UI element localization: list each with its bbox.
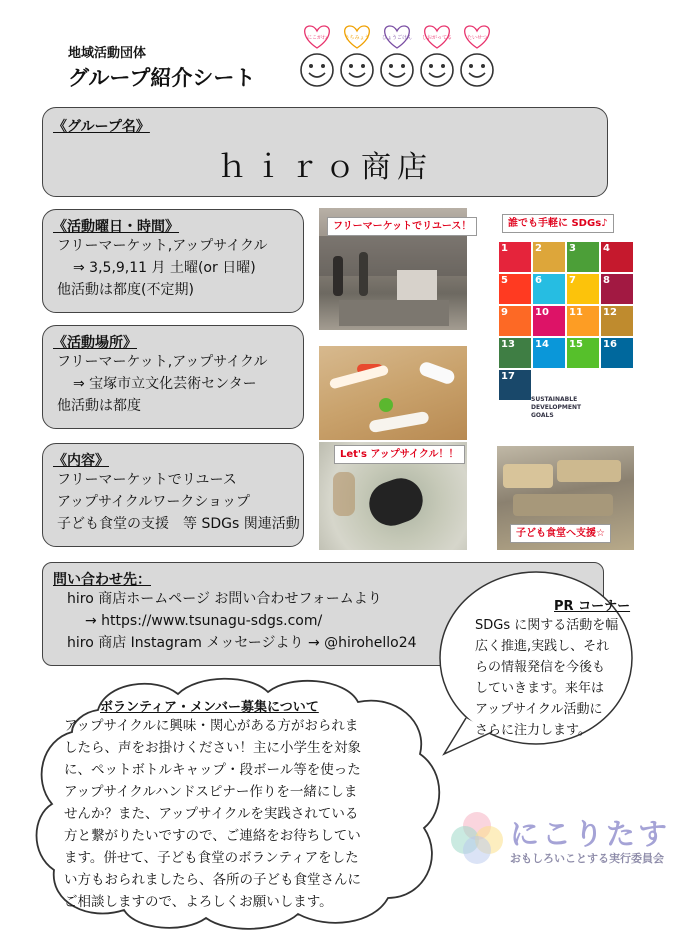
volunteer-line-1: アップサイクルに興味・関心がある方がおられま bbox=[64, 718, 359, 734]
pr-line-5: アップサイクル活動に bbox=[475, 702, 603, 717]
content-line-3: 子ども食堂の支援 等 SDGs 関連活動 bbox=[57, 516, 300, 532]
schedule-line-1: フリーマーケット,アップサイクル bbox=[57, 238, 268, 254]
pr-line-3: らの情報発信を今後も bbox=[475, 660, 606, 675]
org-type: 地域活動団体 bbox=[68, 46, 147, 61]
kids-cafeteria-caption: 子ども食堂へ支援☆ bbox=[510, 524, 611, 543]
place-box bbox=[42, 325, 304, 429]
contact-line-3: hiro 商店 Instagram メッセージより → @hirohello24 bbox=[67, 635, 417, 651]
volunteer-line-8: い方もおられましたら、各所の子ども食堂さんに bbox=[64, 872, 361, 888]
volunteer-line-3: に、ペットボトルキャップ・段ボール等を使った bbox=[64, 762, 361, 778]
sdg-goal-tile: 6 bbox=[533, 274, 565, 304]
logo-name: にこりたす bbox=[510, 817, 671, 851]
sheet-title: グループ紹介シート bbox=[68, 66, 256, 90]
content-line-1: フリーマーケットでリユース bbox=[57, 472, 237, 488]
mascot-face-label: しおがってる bbox=[421, 35, 453, 41]
content-line-2: アップサイクルワークショップ bbox=[57, 494, 251, 510]
contact-heading: 問い合わせ先： bbox=[53, 572, 151, 588]
volunteer-line-4: アップサイクルハンドスピナー作りを一緒にしま bbox=[64, 784, 358, 800]
sdg-goal-tile: 3 bbox=[567, 242, 599, 272]
sdg-goal-tile: 12 bbox=[601, 306, 633, 336]
group-name-box bbox=[42, 107, 608, 197]
volunteer-line-2: したら、声をお掛けください！主に小学生を対象 bbox=[64, 740, 361, 756]
volunteer-line-6: 方と繋がりたいですので、ご連絡をお待ちしてい bbox=[64, 828, 361, 844]
sdg-goal-tile: 2 bbox=[533, 242, 565, 272]
mascot-face bbox=[338, 22, 376, 92]
sdg-goal-tile: 4 bbox=[601, 242, 633, 272]
sdg-goal-tile: 8 bbox=[601, 274, 633, 304]
mascot-faces bbox=[298, 22, 498, 92]
volunteer-line-7: ます。併せて、子ども食堂のボランティアをした bbox=[64, 850, 359, 866]
sdg-goal-tile: 16 bbox=[601, 338, 633, 368]
sdgs-caption: 誰でも手軽に SDGs♪ bbox=[502, 214, 614, 233]
spinner-photo bbox=[319, 346, 467, 440]
sdgs-logo: SUSTAINABLE DEVELOPMENT GOALS bbox=[531, 396, 582, 419]
sdg-goal-tile: 13 bbox=[499, 338, 531, 368]
mascot-face-label: ひょうごけん bbox=[381, 35, 413, 41]
mascot-face-label: うちみょう bbox=[344, 35, 370, 41]
group-heading: 《グループ名》 bbox=[53, 119, 150, 135]
content-heading: 《内容》 bbox=[53, 453, 109, 469]
sdg-goal-tile: 15 bbox=[567, 338, 599, 368]
logo-subtitle: おもしろいことする実行委員会 bbox=[510, 852, 664, 865]
sdg-goal-tile: 5 bbox=[499, 274, 531, 304]
volunteer-heading: ボランティア・メンバー募集について bbox=[100, 700, 319, 715]
pr-heading: PR コーナー bbox=[554, 599, 631, 614]
schedule-line-2: ⇒ 3,5,9,11 月 土曜(or 日曜) bbox=[73, 260, 256, 276]
volunteer-line-5: せんか？また、アップサイクルを実践されている bbox=[64, 806, 359, 822]
volunteer-line-9: ご相談しますので、よろしくお願いします。 bbox=[64, 894, 333, 910]
mascot-face-label: にこがわ bbox=[306, 35, 328, 41]
mascot-face bbox=[378, 22, 416, 92]
sdg-goal-tile: 10 bbox=[533, 306, 565, 336]
content-box bbox=[42, 443, 304, 547]
pr-line-1: SDGs に関する活動を幅 bbox=[475, 618, 619, 633]
upcycle-caption: Let's アップサイクル！！ bbox=[334, 445, 465, 464]
schedule-heading: 《活動曜日・時間》 bbox=[53, 219, 179, 235]
sdg-goal-tile: 17 bbox=[499, 370, 531, 400]
sdg-goal-tile: 9 bbox=[499, 306, 531, 336]
place-heading: 《活動場所》 bbox=[53, 335, 137, 351]
schedule-box bbox=[42, 209, 304, 313]
place-line-1: フリーマーケット,アップサイクル bbox=[57, 354, 268, 370]
sdg-goal-tile: 1 bbox=[499, 242, 531, 272]
mascot-face bbox=[458, 22, 496, 92]
mascot-face-label: たいせつ bbox=[466, 35, 488, 41]
pr-line-6: さらに注力します。 bbox=[475, 723, 591, 738]
sdg-goal-tile: 14 bbox=[533, 338, 565, 368]
schedule-line-3: 他活動は都度(不定期) bbox=[57, 282, 194, 298]
mascot-face bbox=[298, 22, 336, 92]
place-line-2: ⇒ 宝塚市立文化芸術センター bbox=[73, 376, 257, 392]
sdgs-photo bbox=[497, 238, 634, 428]
flea-market-caption: フリーマーケットでリユース！ bbox=[327, 217, 477, 236]
contact-line-2: → https://www.tsunagu-sdgs.com/ bbox=[85, 613, 323, 629]
pr-line-2: 広く推進,実践し、それ bbox=[475, 639, 610, 654]
sdg-goal-tile: 11 bbox=[567, 306, 599, 336]
sdg-goal-tile: 7 bbox=[567, 274, 599, 304]
contact-line-1: hiro 商店ホームページ お問い合わせフォームより bbox=[67, 591, 382, 607]
nikoritasu-logo-mark bbox=[446, 806, 508, 866]
pr-line-4: していきます。来年は bbox=[475, 681, 604, 696]
group-name: ｈｉｒｏ商店 bbox=[217, 150, 433, 185]
mascot-face bbox=[418, 22, 456, 92]
place-line-3: 他活動は都度 bbox=[57, 398, 141, 414]
